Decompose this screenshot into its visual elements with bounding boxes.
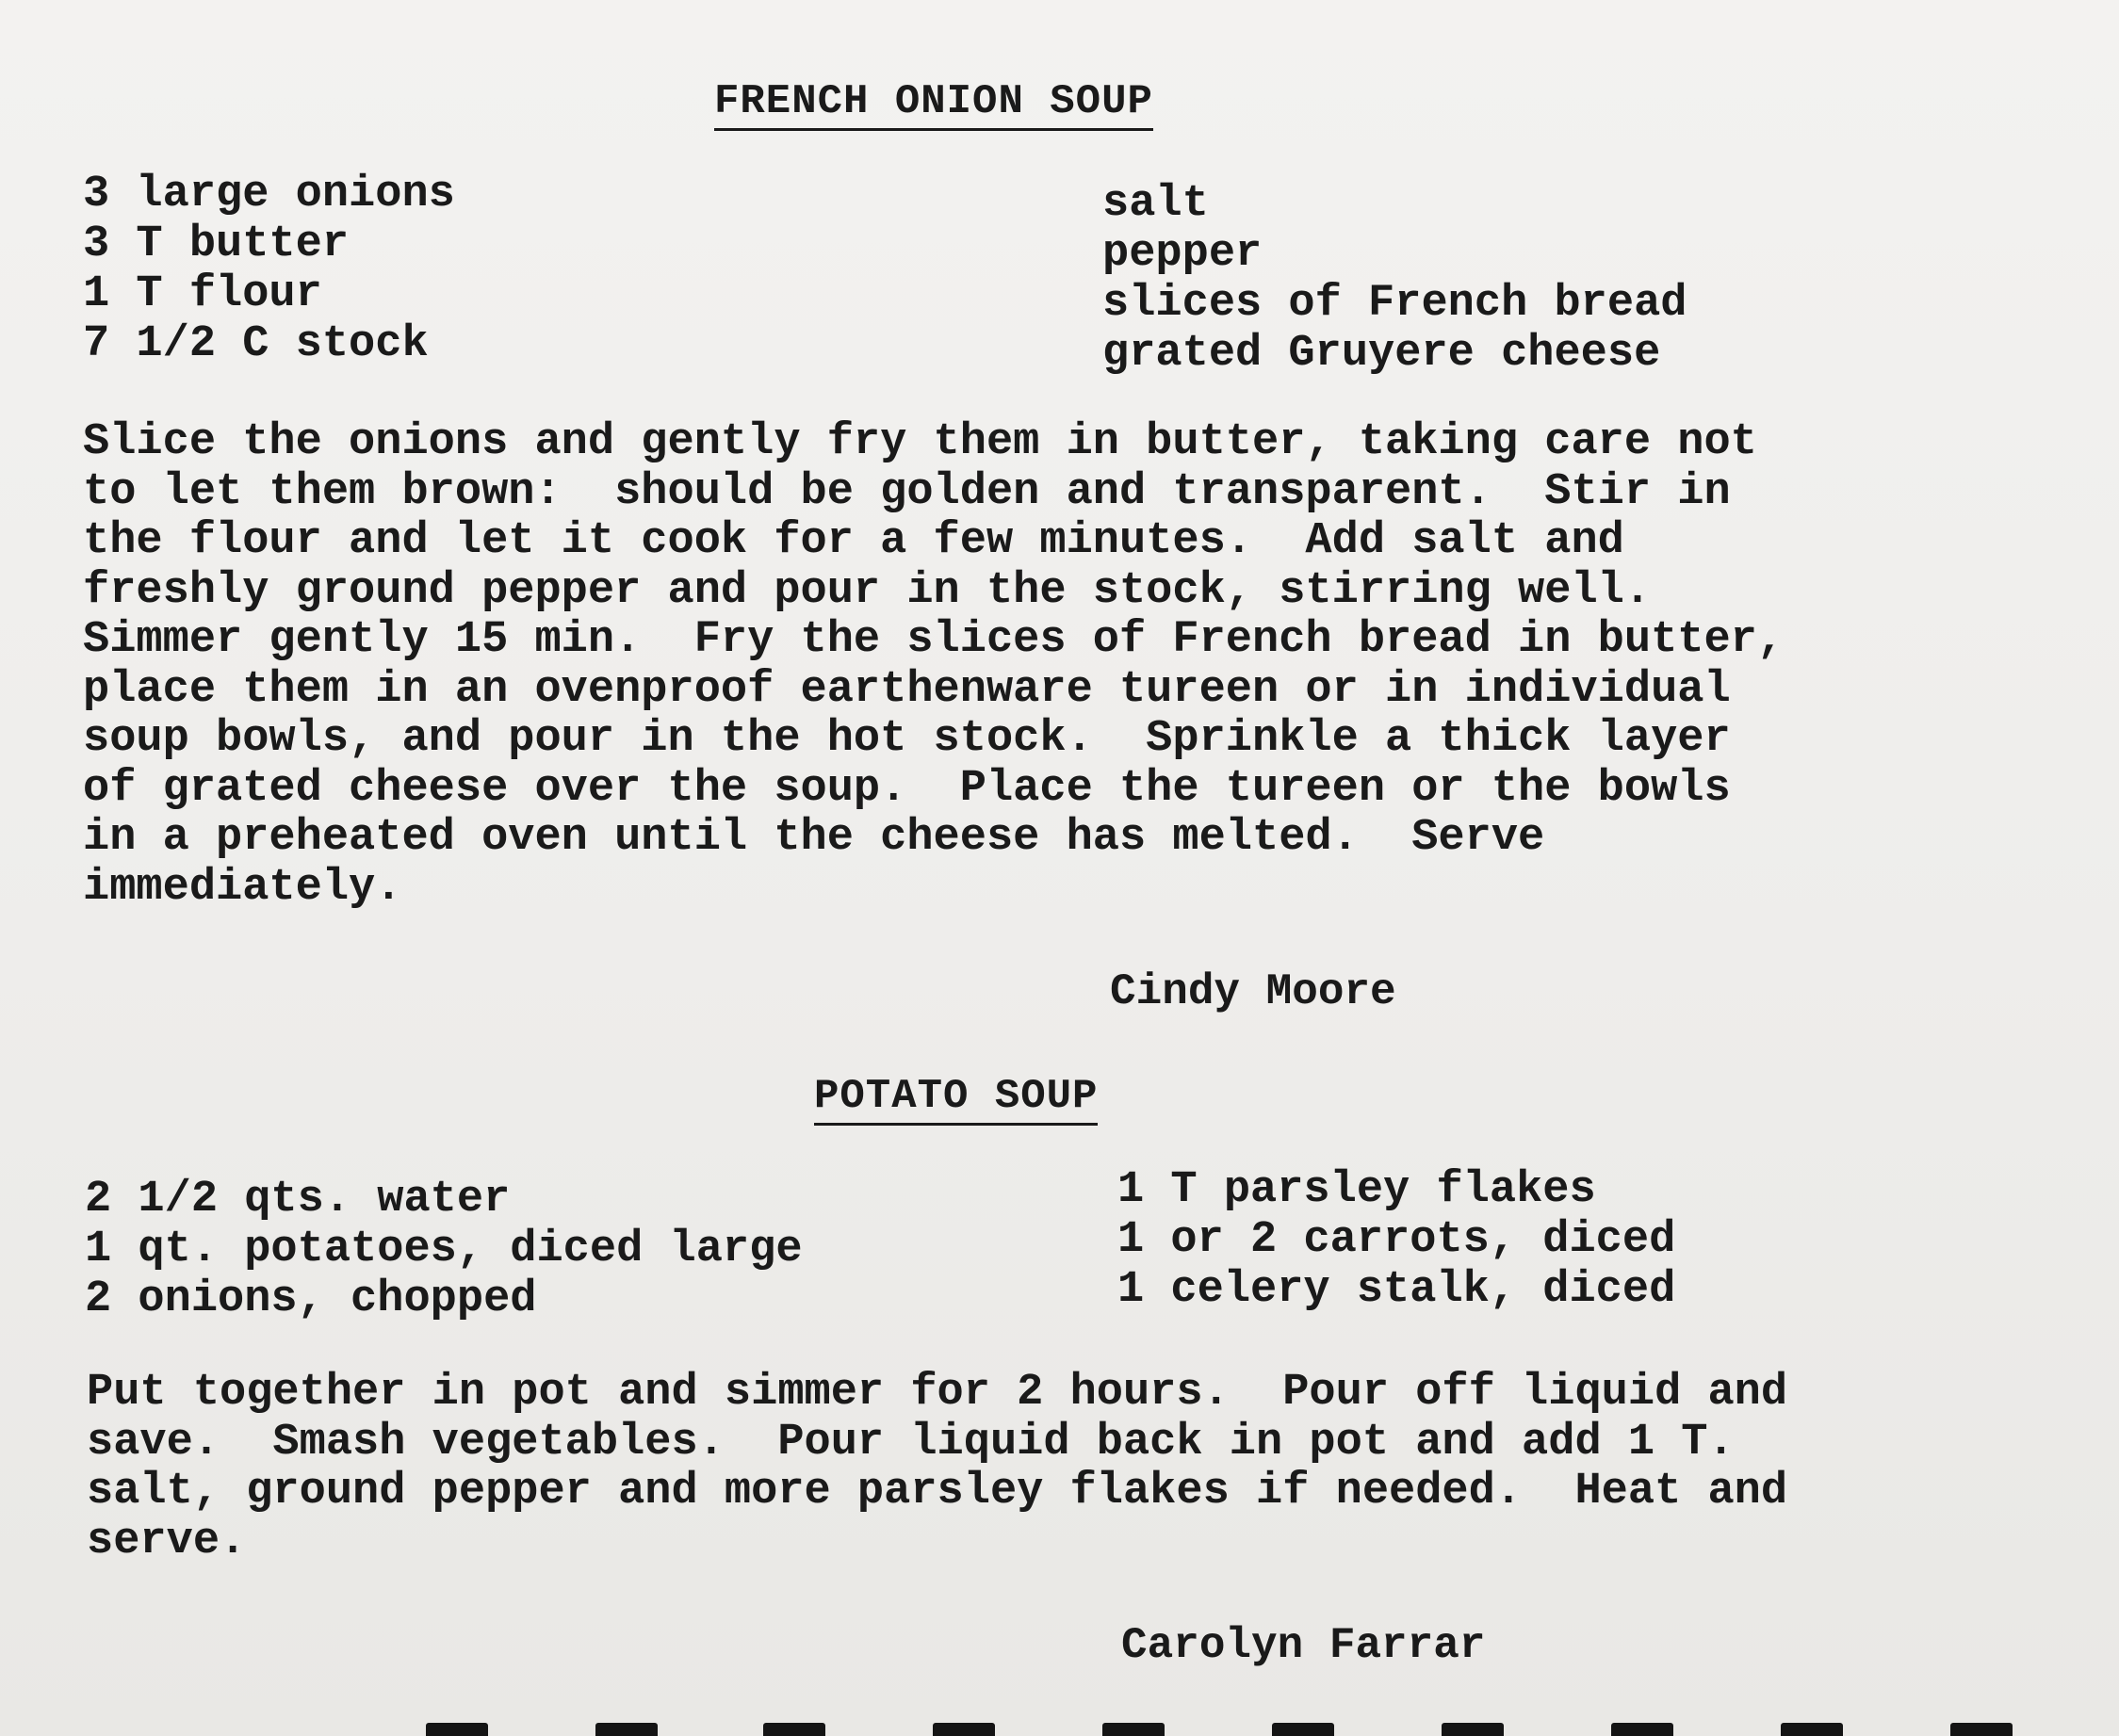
ingredient-item: 1 T parsley flakes — [1117, 1165, 1596, 1215]
direction-line: Put together in pot and simmer for 2 hours. Pour off liquid and — [87, 1368, 1788, 1418]
directions-french-onion — [83, 418, 1784, 913]
recipe-title-french-onion-soup: FRENCH ONION SOUP — [714, 81, 1153, 131]
ingredients-left-french-onion — [83, 170, 455, 369]
direction-line: the flour and let it cook for a few minutes. Add salt and — [83, 516, 1624, 566]
ingredient-item: pepper — [1102, 229, 1263, 279]
ingredient-item: 1 or 2 carrots, diced — [1117, 1215, 1676, 1265]
ingredient-item: 3 large onions — [83, 170, 455, 219]
direction-line: of grated cheese over the soup. Place the tureen or the bowls — [83, 763, 1731, 814]
direction-line: serve. — [87, 1516, 247, 1566]
ingredient-item: 1 qt. potatoes, diced large — [85, 1225, 803, 1274]
bleed-through-text — [1102, 132, 1129, 182]
ingredient-item: salt — [1102, 179, 1209, 229]
binding-tab — [595, 1723, 658, 1736]
ingredient-item: 1 T flour — [83, 269, 322, 319]
recipe-author: Cindy Moore — [1110, 967, 1396, 1016]
direction-line: save. Smash vegetables. Pour liquid back in pot and add 1 T. — [87, 1417, 1735, 1468]
ingredients-right-potato — [1117, 1165, 1675, 1315]
binding-tab — [1611, 1723, 1673, 1736]
recipe-author: Carolyn Farrar — [1121, 1621, 1486, 1670]
ingredients-right-french-onion — [1102, 179, 1687, 379]
directions-potato — [87, 1369, 1787, 1566]
direction-line: place them in an ovenproof earthenware tureen or in individual — [83, 664, 1731, 715]
binding-tab — [763, 1723, 825, 1736]
direction-line: salt, ground pepper and more parsley flakes if needed. Heat and — [87, 1467, 1788, 1517]
binding-tab — [1442, 1723, 1504, 1736]
ingredient-item: 2 1/2 qts. water — [85, 1175, 511, 1225]
binding-tab — [933, 1723, 995, 1736]
ingredient-item: slices of French bread — [1102, 279, 1687, 329]
binding-tab — [1781, 1723, 1843, 1736]
ingredient-item: 2 onions, chopped — [85, 1274, 537, 1324]
binding-tab — [426, 1723, 488, 1736]
recipe-title-potato-soup: POTATO SOUP — [814, 1076, 1098, 1126]
direction-line: in a preheated oven until the cheese has melted. Serve — [83, 813, 1545, 863]
direction-line: soup bowls, and pour in the hot stock. Sprinkle a thick layer — [83, 714, 1731, 764]
binding-tab — [1102, 1723, 1165, 1736]
direction-line: Slice the onions and gently fry them in butter, taking care not — [83, 417, 1757, 467]
direction-line: Simmer gently 15 min. Fry the slices of French bread in butter, — [83, 615, 1785, 665]
ingredient-item: grated Gruyere cheese — [1102, 329, 1661, 379]
ingredient-item: 7 1/2 C stock — [83, 319, 429, 369]
binding-tab — [1272, 1723, 1334, 1736]
direction-line: immediately. — [83, 862, 402, 913]
ingredient-item: 3 T butter — [83, 219, 350, 269]
binding-tab — [1950, 1723, 2013, 1736]
binding-strip — [0, 1719, 2119, 1736]
ingredient-item: 1 celery stalk, diced — [1117, 1265, 1676, 1315]
ingredients-left-potato — [85, 1175, 803, 1324]
direction-line: freshly ground pepper and pour in the stock, stirring well. — [83, 565, 1652, 616]
direction-line: to let them brown: should be golden and transparent. Stir in — [83, 466, 1731, 517]
